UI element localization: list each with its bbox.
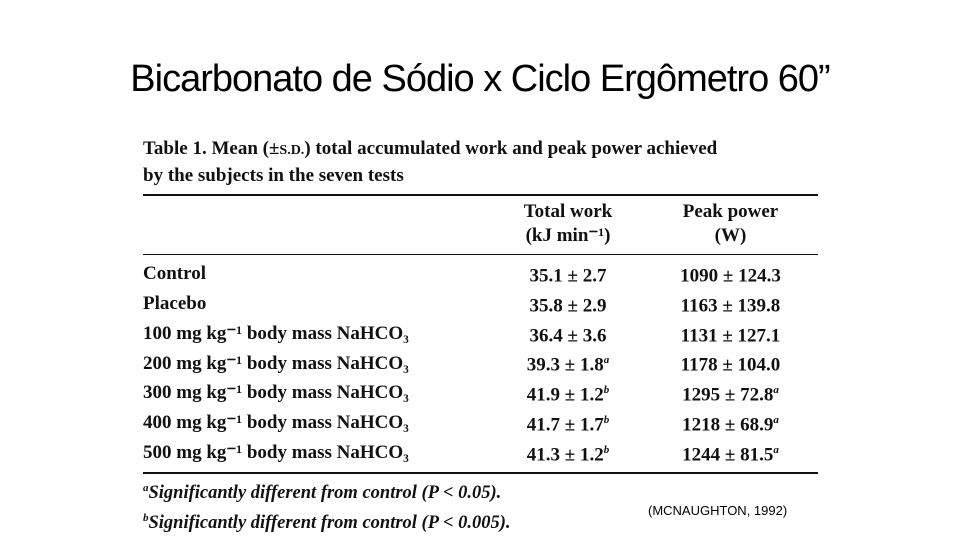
- row-peak-power: 1218 ± 68.9$^a$: [682, 414, 779, 436]
- header-condition: [143, 196, 493, 255]
- table-caption-line-2: by the subjects in the seven tests: [143, 165, 404, 186]
- header-row: [143, 196, 818, 255]
- row-peak-power: 1295 ± 72.8$^a$: [682, 384, 779, 406]
- table-row: [143, 255, 818, 289]
- header-peak-power: [643, 196, 818, 255]
- row-label: 400 mg kg⁻¹ body mass NaHCO₃: [143, 412, 409, 434]
- footnote-mark: a: [143, 481, 149, 494]
- table-caption: [143, 136, 818, 188]
- header-total-work-line-2: (kJ min⁻¹): [525, 225, 611, 246]
- caption-part: Table 1. Mean (±: [143, 138, 280, 159]
- row-total-work: 35.8 ± 2.9: [529, 295, 607, 317]
- table-row: [143, 408, 818, 438]
- row-label: Placebo: [143, 292, 207, 314]
- table-row: [143, 378, 818, 408]
- table-row: [143, 438, 818, 472]
- footnote-text: Significantly different from control (P < 0.05).: [148, 482, 502, 503]
- row-total-work: 36.4 ± 3.6: [529, 324, 607, 346]
- row-label: 500 mg kg⁻¹ body mass NaHCO₃: [143, 442, 409, 464]
- row-label: 100 mg kg⁻¹ body mass NaHCO₃: [143, 322, 409, 344]
- caption-sd: S.D.: [279, 143, 305, 158]
- row-total-work: 35.1 ± 2.7: [529, 265, 607, 287]
- header-total-work-line-1: Total work: [523, 201, 613, 222]
- table-caption-line-1: [143, 136, 818, 163]
- citation: (MCNAUGHTON, 1992): [648, 503, 788, 518]
- caption-part: ) total accumulated work and peak power achieved: [304, 138, 718, 159]
- header-peak-power-line-1: Peak power: [682, 201, 779, 222]
- row-total-work: 39.3 ± 1.8$^a$: [526, 354, 610, 376]
- results-table: [143, 196, 818, 472]
- table-row: [143, 289, 818, 319]
- row-peak-power: 1178 ± 104.0: [680, 354, 781, 376]
- footnote: [143, 476, 818, 506]
- row-peak-power: 1163 ± 139.8: [680, 295, 781, 317]
- header-total-work: [493, 196, 643, 255]
- row-label: 200 mg kg⁻¹ body mass NaHCO₃: [143, 352, 409, 374]
- row-peak-power: 1090 ± 124.3: [680, 265, 781, 287]
- row-total-work: 41.7 ± 1.7$^b$: [526, 414, 610, 436]
- header-peak-power-line-2: (W): [714, 225, 747, 246]
- row-peak-power: 1244 ± 81.5$^a$: [682, 443, 779, 466]
- slide-title: Bicarbonato de Sódio x Ciclo Ergômetro 60”: [130, 58, 830, 100]
- row-label: Control: [143, 263, 206, 285]
- row-peak-power: 1131 ± 127.1: [680, 324, 781, 346]
- row-total-work: 41.9 ± 1.2$^b$: [526, 384, 610, 406]
- footnote-text: Significantly different from control (P < 0.005).: [148, 513, 511, 534]
- footnote-mark: b: [143, 511, 149, 524]
- row-total-work: 41.3 ± 1.2$^b$: [526, 443, 610, 466]
- data-table-figure: [143, 136, 818, 536]
- row-label: 300 mg kg⁻¹ body mass NaHCO₃: [143, 382, 409, 404]
- table-row: [143, 319, 818, 349]
- table-row: [143, 348, 818, 378]
- bottom-rule: [143, 472, 818, 474]
